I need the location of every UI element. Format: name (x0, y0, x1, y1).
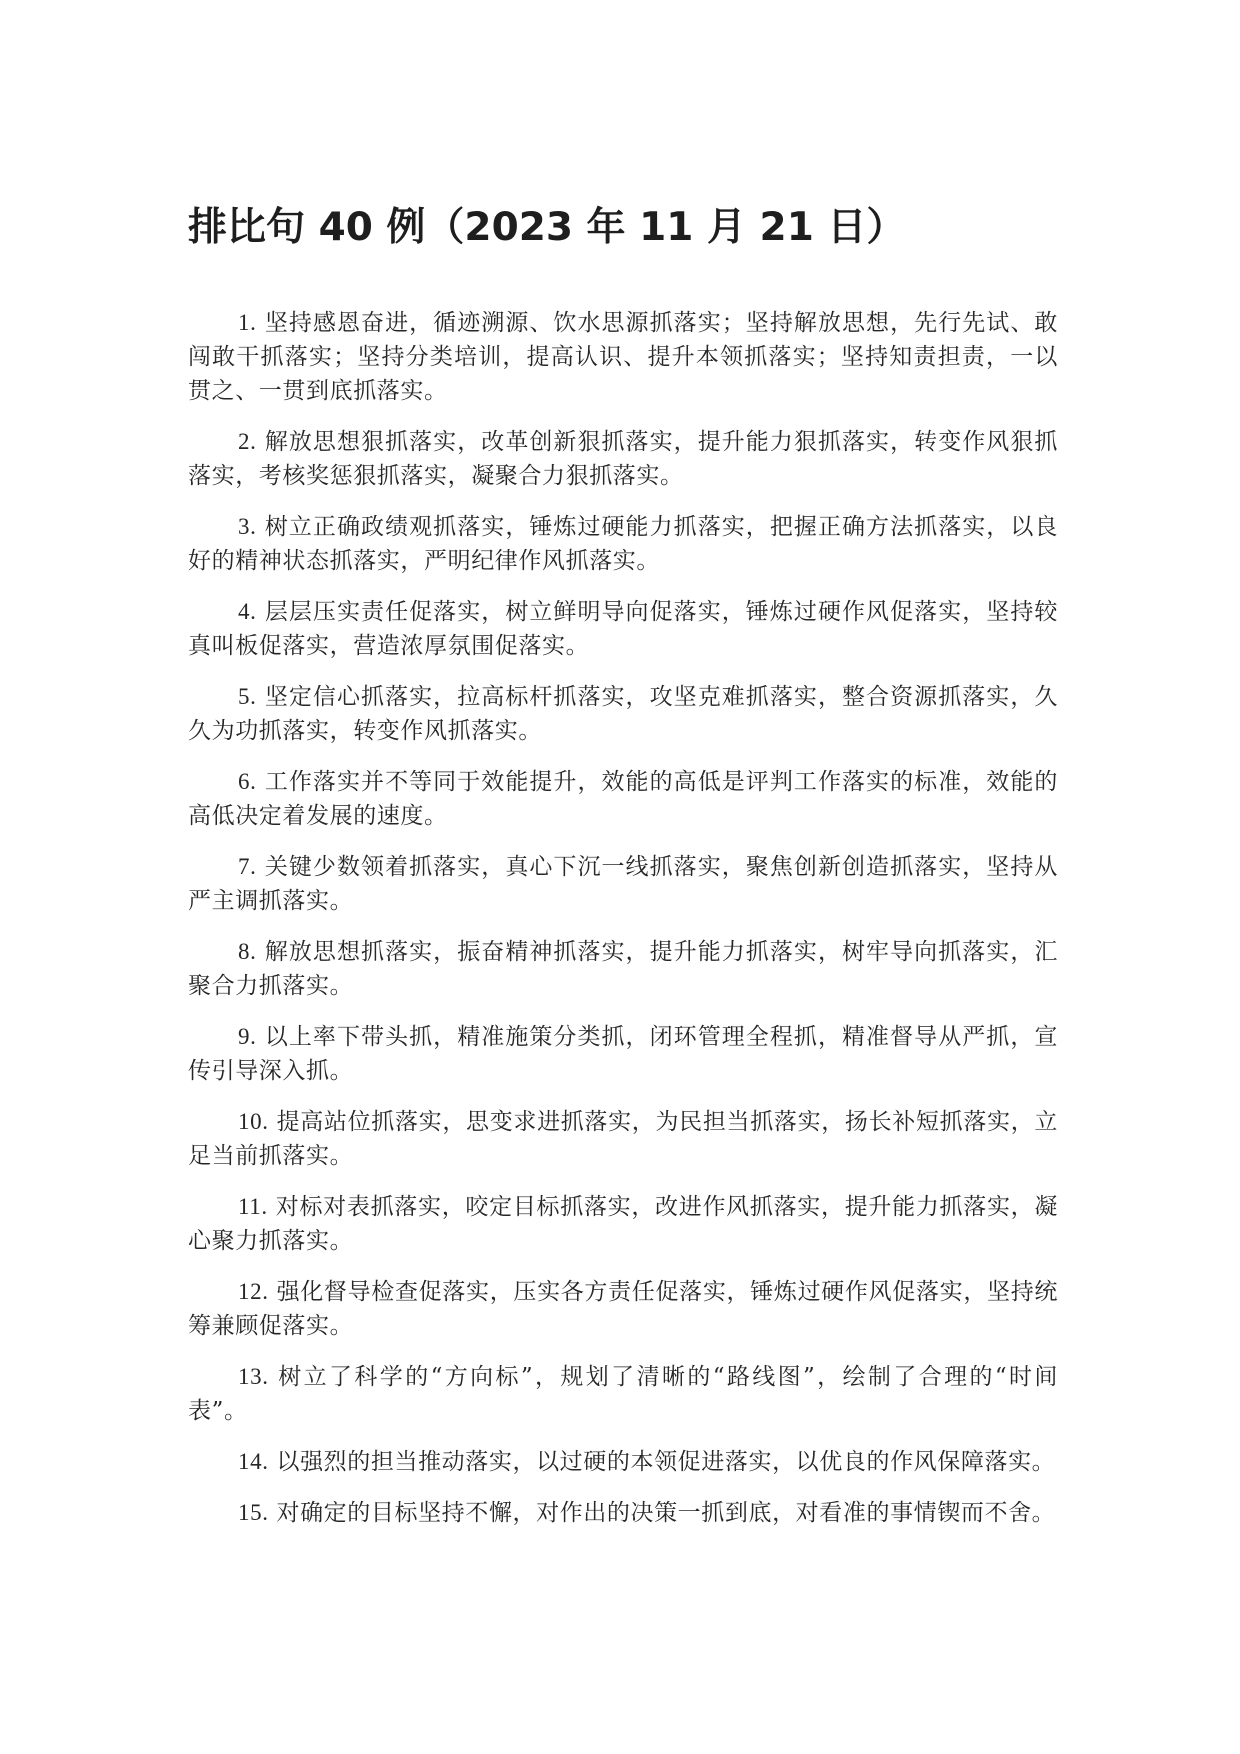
paragraph-text: 解放思想抓落实，振奋精神抓落实，提升能力抓落实，树牢导向抓落实，汇聚合力抓落实。 (188, 939, 1058, 999)
paragraph-text: 以强烈的担当推动落实，以过硬的本领促进落实，以优良的作风保障落实。 (276, 1449, 1056, 1475)
paragraph-text: 强化督导检查促落实，压实各方责任促落实，锤炼过硬作风促落实，坚持统筹兼顾促落实。 (188, 1279, 1058, 1339)
paragraph-text: 坚持感恩奋进，循迹溯源、饮水思源抓落实；坚持解放思想，先行先试、敢闯敢干抓落实；坚持分类培训，提高认识、提升本领抓落实；坚持知责担责，一以贯之、一贯到底抓落实。 (188, 310, 1058, 404)
paragraph-13 (188, 1360, 1058, 1428)
paragraph-2 (188, 425, 1058, 493)
paragraph-text: 对标对表抓落实，咬定目标抓落实，改进作风抓落实，提升能力抓落实，凝心聚力抓落实。 (188, 1194, 1058, 1254)
paragraph-number: 11. (238, 1194, 268, 1219)
paragraph-3 (188, 510, 1058, 578)
paragraph-text: 层层压实责任促落实，树立鲜明导向促落实，锤炼过硬作风促落实，坚持较真叫板促落实，营造浓厚氛围促落实。 (188, 599, 1058, 659)
document-title: 排比句 40 例（2023 年 11 月 21 日） (188, 205, 906, 250)
paragraph-text: 工作落实并不等同于效能提升，效能的高低是评判工作落实的标准，效能的高低决定着发展的速度。 (188, 769, 1058, 829)
paragraph-text: 解放思想狠抓落实，改革创新狠抓落实，提升能力狠抓落实，转变作风狠抓落实，考核奖惩狠抓落实，凝聚合力狠抓落实。 (188, 429, 1058, 489)
paragraph-11 (188, 1190, 1058, 1258)
paragraph-number: 7. (238, 854, 257, 879)
paragraph-text: 提高站位抓落实，思变求进抓落实，为民担当抓落实，扬长补短抓落实，立足当前抓落实。 (188, 1109, 1058, 1169)
paragraph-number: 5. (238, 684, 257, 709)
paragraph-number: 14. (238, 1449, 269, 1474)
paragraph-text: 坚定信心抓落实，拉高标杆抓落实，攻坚克难抓落实，整合资源抓落实，久久为功抓落实，转变作风抓落实。 (188, 684, 1058, 744)
paragraph-12 (188, 1275, 1058, 1343)
paragraph-text: 关键少数领着抓落实，真心下沉一线抓落实，聚焦创新创造抓落实，坚持从严主调抓落实。 (188, 854, 1058, 914)
paragraph-9 (188, 1020, 1058, 1088)
paragraph-8 (188, 935, 1058, 1003)
paragraph-number: 10. (238, 1109, 269, 1134)
paragraph-15 (188, 1496, 1058, 1530)
paragraph-number: 9. (238, 1024, 257, 1049)
paragraph-number: 1. (238, 310, 257, 335)
paragraph-text: 以上率下带头抓，精准施策分类抓，闭环管理全程抓，精准督导从严抓，宣传引导深入抓。 (188, 1024, 1058, 1084)
paragraph-14 (188, 1445, 1058, 1479)
paragraph-number: 2. (238, 429, 257, 454)
paragraph-number: 12. (238, 1279, 269, 1304)
paragraph-4 (188, 595, 1058, 663)
paragraph-text: 对确定的目标坚持不懈，对作出的决策一抓到底，对看准的事情锲而不舍。 (276, 1500, 1056, 1526)
paragraph-number: 6. (238, 769, 257, 794)
paragraph-7 (188, 850, 1058, 918)
paragraph-10 (188, 1105, 1058, 1173)
paragraph-number: 13. (238, 1364, 269, 1389)
paragraph-text: 树立了科学的“方向标”，规划了清晰的“路线图”，绘制了合理的“时间表”。 (188, 1364, 1058, 1424)
paragraph-6 (188, 765, 1058, 833)
document-body (188, 306, 1058, 1547)
paragraph-number: 3. (238, 514, 257, 539)
paragraph-number: 8. (238, 939, 257, 964)
paragraph-number: 15. (238, 1500, 269, 1525)
paragraph-number: 4. (238, 599, 257, 624)
paragraph-text: 树立正确政绩观抓落实，锤炼过硬能力抓落实，把握正确方法抓落实，以良好的精神状态抓落实，严明纪律作风抓落实。 (188, 514, 1058, 574)
paragraph-5 (188, 680, 1058, 748)
paragraph-1 (188, 306, 1058, 408)
